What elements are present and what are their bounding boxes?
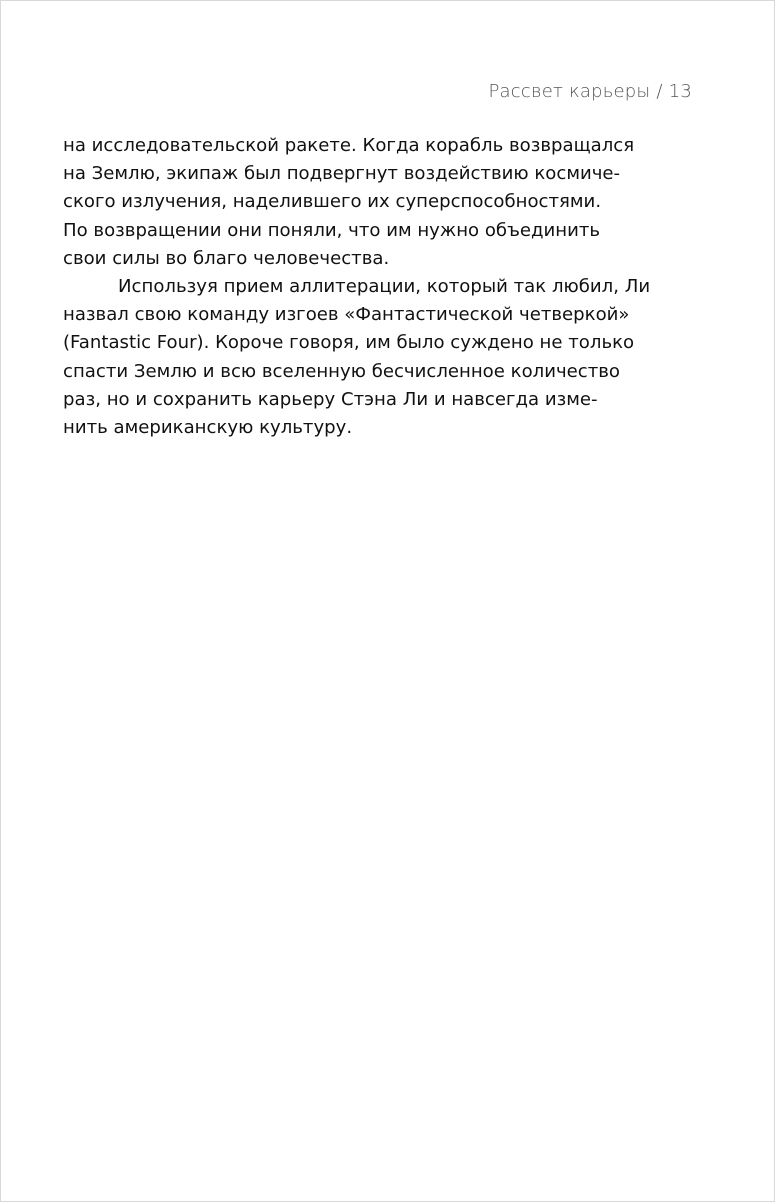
text-line: на Землю, экипаж был подвергнут воздействию космиче- — [63, 163, 621, 185]
text-line: назвал свою команду изгоев «Фантастической четверкой» — [63, 304, 630, 326]
page-number: 13 — [668, 81, 692, 102]
paragraph-2 — [63, 273, 703, 442]
text-line: спасти Землю и всю вселенную бесчисленное количество — [63, 360, 621, 382]
header-separator: / — [656, 81, 663, 102]
text-line: ского излучения, наделившего их суперспособностями. — [63, 191, 602, 213]
running-header — [488, 81, 692, 102]
text-line: на исследовательской ракете. Когда корабль возвращался — [63, 135, 635, 156]
text-line: свои силы во благо человечества. — [63, 247, 390, 269]
text-line: (Fantastic Four). Короче говоря, им было суждено не только — [63, 332, 635, 354]
text-line: По возвращении они поняли, что им нужно объединить — [63, 219, 601, 241]
text-line: нить американскую культуру. — [63, 417, 353, 439]
paragraph-1 — [63, 132, 703, 273]
chapter-title: Рассвет карьеры — [488, 81, 651, 102]
text-line: раз, но и сохранить карьеру Стэна Ли и навсегда изме- — [63, 388, 598, 410]
text-line: Используя прием аллитерации, который так любил, Ли — [118, 276, 651, 298]
body-text — [63, 132, 703, 442]
